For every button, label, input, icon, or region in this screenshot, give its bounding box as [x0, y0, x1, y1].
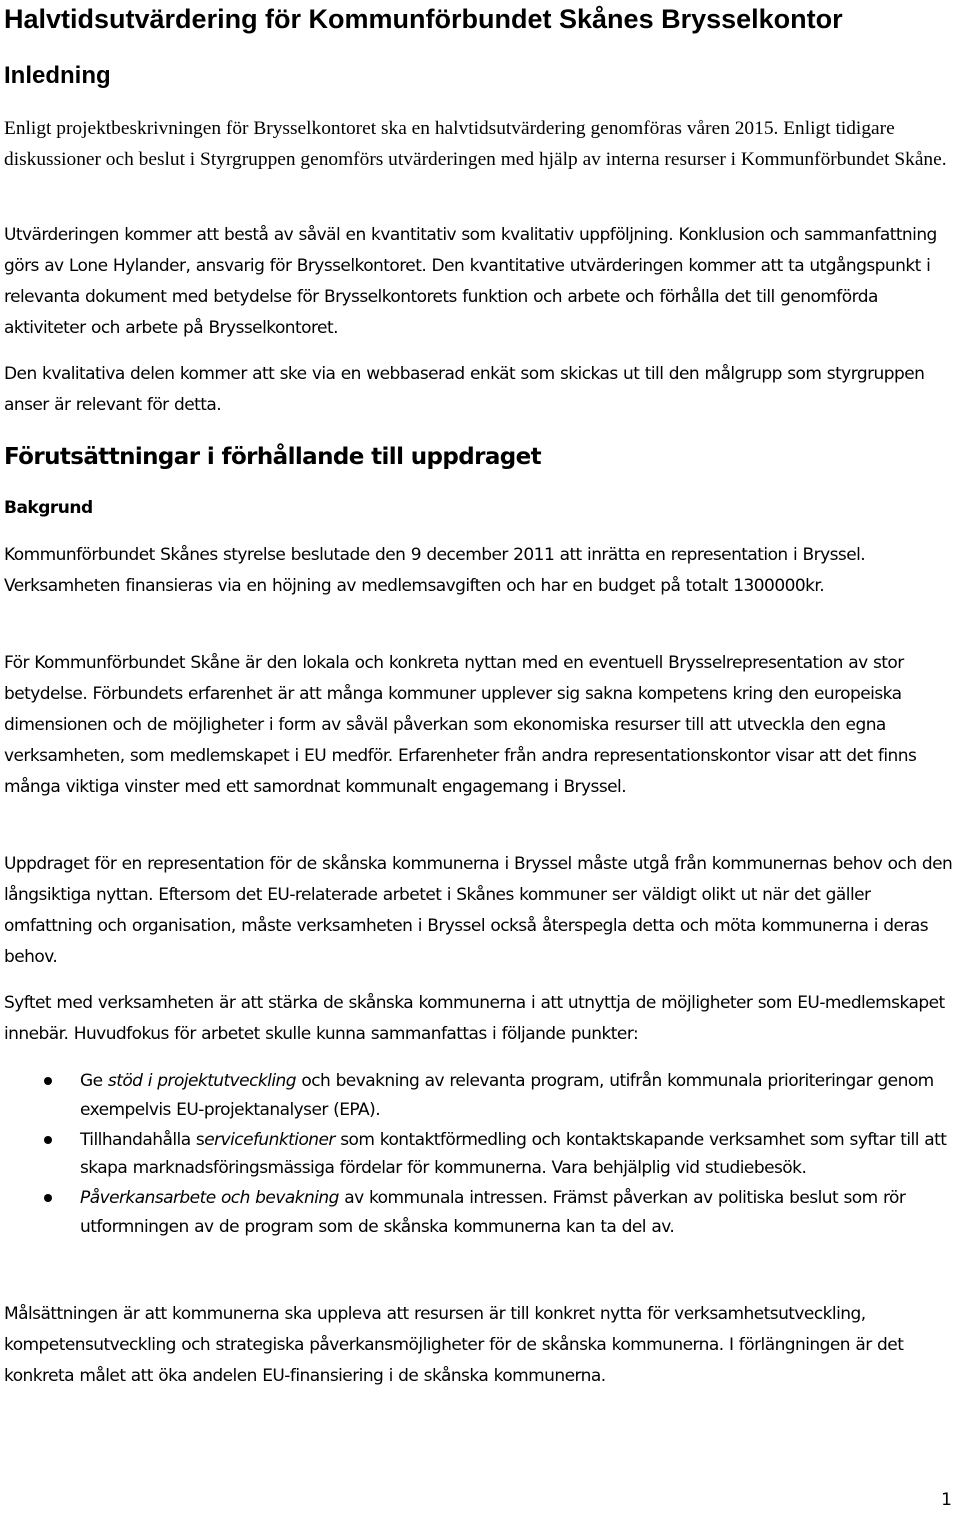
bullet-text-post: som kontaktförmedling och kontaktskapande verksamhet som syftar till att skapa marknadsföringsmässiga fördelar för kommunerna. Vara behjälplig vid studiebesök.	[80, 1129, 947, 1178]
bullet-text-post: och bevakning av relevanta program, utifrån kommunala prioriteringar genom exempelvis EU-projektanalyser (EPA).	[80, 1071, 934, 1120]
page-number: 1	[941, 1490, 952, 1510]
subheading-background: Bakgrund	[4, 498, 93, 518]
section-heading-conditions: Förutsättningar i förhållande till uppdraget	[4, 444, 542, 470]
bullet-icon	[44, 1077, 52, 1085]
intro-paragraph-2: Utvärderingen kommer att bestå av såväl en kvantitativ som kvalitativ uppföljning. Konklusion och sammanfattning görs av Lone Hylander, ansvarig för Brysselkontoret. Den kvantitative utvärderingen kommer att ta utgångspunkt i relevanta dokument med betydelse för Brysselkontorets funktion och arbete och förhålla det till genomförda aktiviteter och arbete på Brysselkontoret.	[4, 225, 937, 338]
bullet-text-emphasis: stöd i projektutveckling	[107, 1071, 296, 1091]
section-heading-intro: Inledning	[4, 62, 111, 89]
bullet-text-post: av kommunala intressen. Främst påverkan av politiska beslut som rör utformningen av de program som de skånska kommunerna kan ta del av.	[80, 1188, 906, 1237]
background-paragraph-1: Kommunförbundet Skånes styrelse beslutade den 9 december 2011 att inrätta en representation i Bryssel. Verksamheten finansieras via en höjning av medlemsavgiften och har en budget på totalt 1300000kr.	[4, 545, 866, 596]
background-paragraph-2: För Kommunförbundet Skåne är den lokala och konkreta nyttan med en eventuell Brysselrepresentation av stor betydelse. Förbundets erfarenhet är att många kommuner upplever sig sakna kompetens kring den europeiska dimensionen och de möjligheter i form av såväl påverkan som ekonomiska resurser till att utveckla den egna verksamheten, som medlemskapet i EU medför. Erfarenheter från andra representationskontor visar att det finns många viktiga vinster med ett samordnat kommunalt engagemang i Bryssel.	[4, 653, 917, 797]
bullet-text-pre: Tillhandahålla s	[80, 1129, 205, 1150]
bullet-text-emphasis: ervicefunktioner	[204, 1129, 335, 1150]
intro-paragraph-1: Enligt projektbeskrivningen för Brysselkontoret ska en halvtidsutvärdering genomföras våren 2015. Enligt tidigare diskussioner och beslut i Styrgruppen genomförs utvärderingen med hjälp av interna resurser i Kommunförbundet Skåne.	[4, 118, 947, 170]
background-paragraph-3: Uppdraget för en representation för de skånska kommunerna i Bryssel måste utgå från kommunernas behov och den långsiktiga nyttan. Eftersom det EU-relaterade arbetet i Skånes kommuner ser väldigt olikt ut när det gäller omfattning och organisation, måste verksamheten i Bryssel också återspegla detta och möta kommunerna i deras behov.	[4, 854, 953, 967]
bullet-text-pre: Ge	[80, 1071, 108, 1091]
intro-paragraph-3: Den kvalitativa delen kommer att ske via en webbaserad enkät som skickas ut till den målgrupp som styrgruppen anser är relevant för detta.	[4, 364, 925, 415]
list-item	[4, 1126, 960, 1183]
background-paragraph-4: Syftet med verksamheten är att stärka de skånska kommunerna i att utnyttja de möjligheter som EU-medlemskapet innebär. Huvudfokus för arbetet skulle kunna sammanfattas i följande punkter:	[4, 993, 945, 1044]
bullet-text-emphasis: Påverkansarbete och bevakning	[80, 1188, 339, 1208]
list-item	[4, 1067, 960, 1124]
document-title: Halvtidsutvärdering för Kommunförbundet Skånes Brysselkontor	[4, 4, 843, 34]
goal-paragraph: Målsättningen är att kommunerna ska uppleva att resursen är till konkret nytta för verksamhetsutveckling, kompetensutveckling och strategiska påverkansmöjligheter för de skånska kommunerna. I förlängningen är det konkreta målet att öka andelen EU-finansiering i de skånska kommunerna.	[4, 1304, 904, 1386]
bullet-icon	[44, 1136, 52, 1144]
focus-points-list	[4, 1067, 960, 1243]
bullet-icon	[44, 1194, 52, 1202]
list-item	[4, 1184, 960, 1241]
